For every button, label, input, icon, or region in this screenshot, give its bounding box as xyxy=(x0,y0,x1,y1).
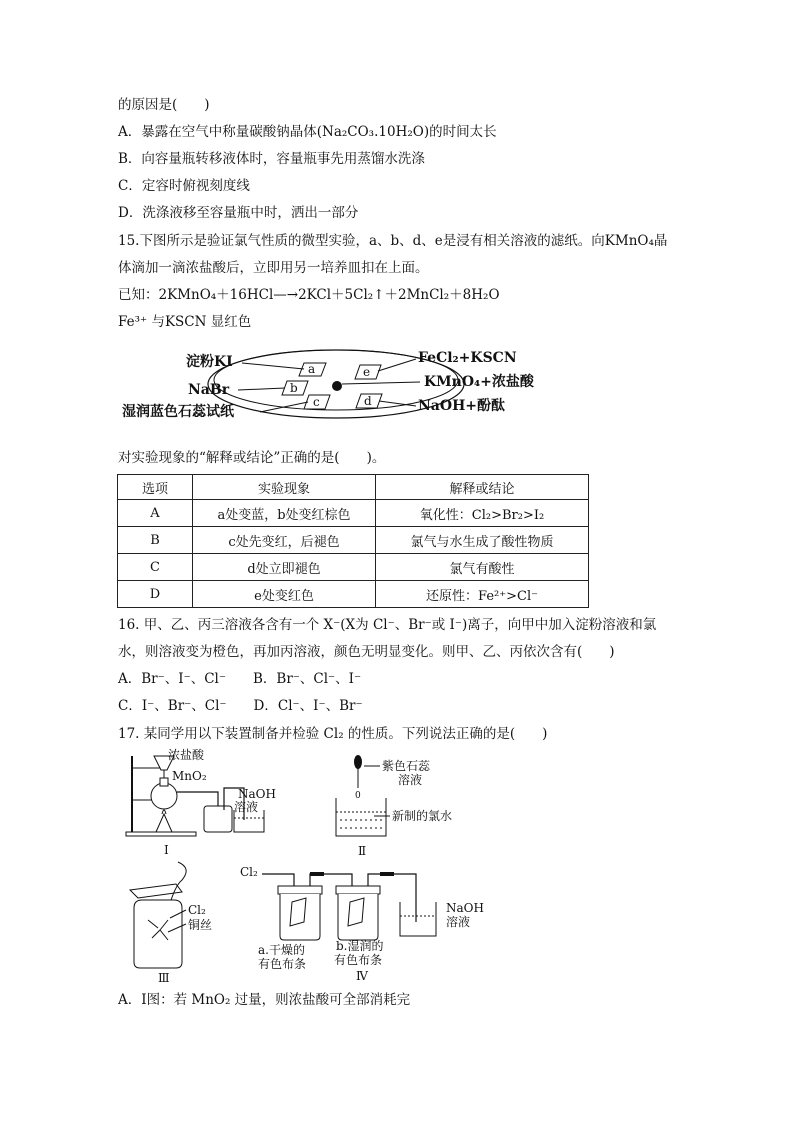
q16-options-ab: A．Br⁻、I⁻、Cl⁻ B．Br⁻、Cl⁻、I⁻ xyxy=(118,671,362,687)
label-naoh-phenolphthalein: NaOH+酚酞 xyxy=(418,398,506,414)
header-conclusion: 解释或结论 xyxy=(376,475,589,500)
svg-text:NaOH: NaOH xyxy=(238,787,276,801)
paper-e xyxy=(355,365,381,379)
table-cell: A xyxy=(118,500,193,527)
svg-text:紫色石蕊: 紫色石蕊 xyxy=(382,759,431,773)
svg-text:d: d xyxy=(364,394,372,408)
svg-text:溶液: 溶液 xyxy=(398,773,423,787)
paper-b xyxy=(282,381,308,395)
table-cell: 还原性：Fe²⁺>Cl⁻ xyxy=(376,581,589,608)
q15-known-equation: 已知：2KMnO₄＋16HCl—→2KCl＋5Cl₂↑＋2MnCl₂＋8H₂O xyxy=(118,287,500,303)
svg-text:e: e xyxy=(363,365,371,379)
svg-text:有色布条: 有色布条 xyxy=(258,957,307,971)
svg-text:铜丝: 铜丝 xyxy=(188,918,213,932)
svg-text:MnO₂: MnO₂ xyxy=(172,769,207,783)
roman-iv: Ⅳ xyxy=(356,969,368,983)
svg-text:b.湿润的: b.湿润的 xyxy=(336,939,384,953)
q14-option-a: A．暴露在空气中称量碳酸钠晶体(Na₂CO₃.10H₂O)的时间太长 xyxy=(118,124,497,140)
svg-text:c: c xyxy=(313,395,320,409)
svg-text:Cl₂: Cl₂ xyxy=(240,865,258,879)
table-cell: D xyxy=(118,581,193,608)
q15-known-fe-kscn: Fe³⁺ 与KSCN 显红色 xyxy=(118,314,252,330)
apparatus-ii xyxy=(328,752,488,858)
q16-options-cd: C．I⁻、Br⁻、Cl⁻ D．Cl⁻、I⁻、Br⁻ xyxy=(118,698,363,714)
apparatus-iii xyxy=(118,858,228,986)
svg-text:溶液: 溶液 xyxy=(234,800,259,814)
q14-tail: 的原因是( ) xyxy=(118,97,210,113)
table-cell: d处立即褪色 xyxy=(193,554,376,581)
svg-text:a.干燥的: a.干燥的 xyxy=(258,943,305,957)
svg-text:0: 0 xyxy=(355,791,361,801)
paper-d xyxy=(356,394,382,408)
table-cell: C xyxy=(118,554,193,581)
q17-option-a: A．Ⅰ图：若 MnO₂ 过量，则浓盐酸可全部消耗完 xyxy=(118,992,411,1008)
roman-i: Ⅰ xyxy=(164,843,169,857)
svg-text:新制的氯水: 新制的氯水 xyxy=(392,809,453,823)
q15-stem-line1: 15.下图所示是验证氯气性质的微型实验，a、b、d、e是浸有相关溶液的滤纸。向KMnO₄晶 xyxy=(118,233,668,249)
svg-text:Cl₂: Cl₂ xyxy=(188,903,206,917)
table-cell: 氧化性：Cl₂>Br₂>I₂ xyxy=(376,500,589,527)
svg-text:浓盐酸: 浓盐酸 xyxy=(168,748,205,762)
q17-stem: 17. 某同学用以下装置制备并检验 Cl₂ 的性质。下列说法正确的是( ) xyxy=(118,726,548,742)
table-cell: 氯气有酸性 xyxy=(376,554,589,581)
label-kmno4-hcl: KMnO₄+浓盐酸 xyxy=(424,374,534,390)
q15-question: 对实验现象的“解释或结论”正确的是( )。 xyxy=(118,450,386,466)
q16-stem-line2: 水，则溶液变为橙色，再加丙溶液，颜色无明显变化。则甲、乙、丙依次含有( ) xyxy=(118,644,615,660)
header-phenomenon: 实验现象 xyxy=(193,475,376,500)
header-option: 选项 xyxy=(118,475,193,500)
table-row xyxy=(118,554,589,581)
kmno4-crystal xyxy=(332,381,342,391)
svg-text:湿润蓝色石蕊试纸: 湿润蓝色石蕊试纸 xyxy=(122,404,234,420)
q16-stem-line1: 16. 甲、乙、丙三溶液各含有一个 X⁻(X为 Cl⁻、Br⁻或 I⁻)离子，向甲中加入淀粉溶液和氯 xyxy=(118,617,657,633)
q14-option-b: B．向容量瓶转移液体时，容量瓶事先用蒸馏水洗涤 xyxy=(118,151,425,167)
svg-text:溶液: 溶液 xyxy=(446,915,471,929)
roman-ii: Ⅱ xyxy=(358,844,367,858)
table-row xyxy=(118,500,589,527)
table-row xyxy=(118,527,589,554)
svg-text:a: a xyxy=(308,362,316,376)
table-cell: 氯气与水生成了酸性物质 xyxy=(376,527,589,554)
q14-option-d: D．洗涤液移至容量瓶中时，洒出一部分 xyxy=(118,205,359,221)
svg-text:NaOH: NaOH xyxy=(446,901,484,915)
apparatus-i xyxy=(120,748,290,858)
table-header-row xyxy=(118,475,589,500)
svg-text:b: b xyxy=(290,381,298,395)
label-starch-ki: 淀粉KI xyxy=(186,354,233,370)
label-nabr: NaBr xyxy=(188,382,230,398)
label-fecl2-kscn: FeCl₂+KSCN xyxy=(418,350,517,366)
table-cell: a处变蓝，b处变红棕色 xyxy=(193,500,376,527)
svg-text:有色布条: 有色布条 xyxy=(334,953,383,967)
table-cell: B xyxy=(118,527,193,554)
litmus-label-holder xyxy=(118,398,268,422)
table-cell: e处变红色 xyxy=(193,581,376,608)
q15-stem-line2: 体滴加一滴浓盐酸后，立即用另一培养皿扣在上面。 xyxy=(118,260,429,276)
q15-answer-table xyxy=(117,474,589,608)
table-row xyxy=(118,581,589,608)
apparatus-iv xyxy=(240,862,490,986)
q14-option-c: C．定容时俯视刻度线 xyxy=(118,178,250,194)
table-cell: c处先变红，后褪色 xyxy=(193,527,376,554)
roman-iii: Ⅲ xyxy=(158,971,170,985)
